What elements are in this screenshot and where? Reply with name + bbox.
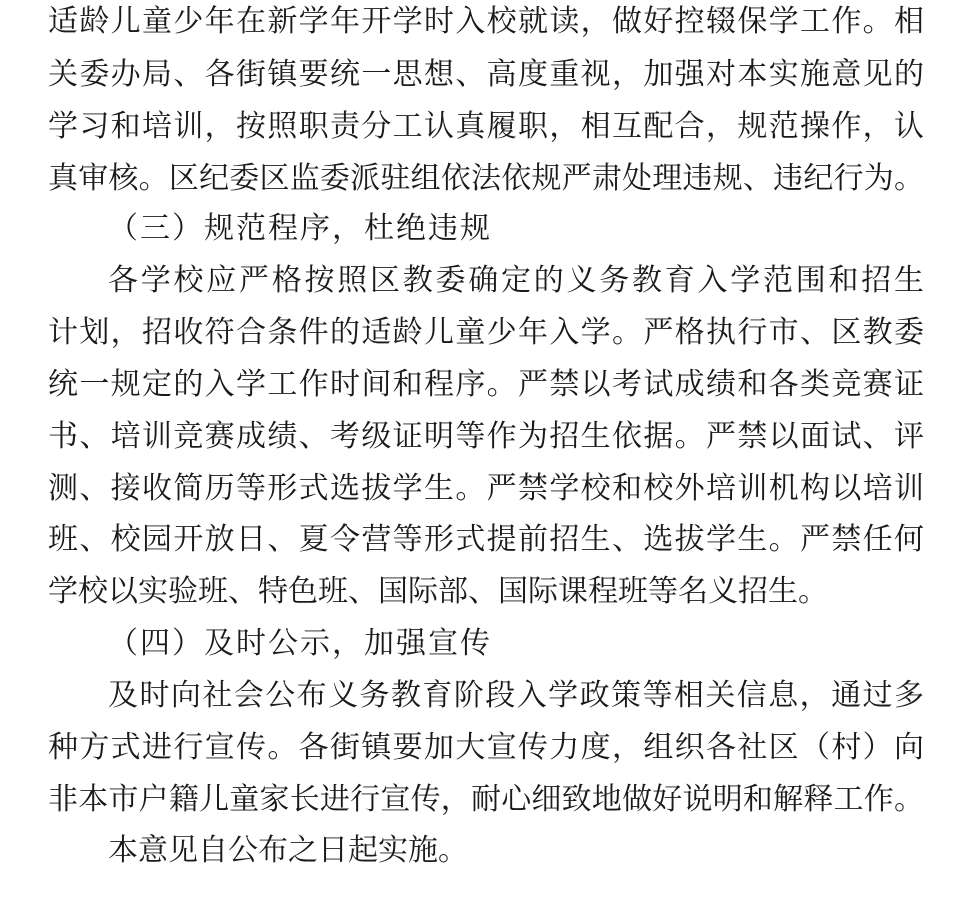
closing-line: 本意见自公布之日起实施。 (108, 833, 468, 868)
text-line: 关委办局、各街镇要统一思想、高度重视，加强对本实施意见的 (48, 57, 924, 92)
text-line: 各学校应严格按照区教委确定的义务教育入学范围和招生 (108, 263, 924, 298)
text-line: 班、校园开放日、夏令营等形式提前招生、选拔学生。严禁任何 (48, 522, 924, 557)
text-line: 学校以实验班、特色班、国际部、国际课程班等名义招生。 (48, 574, 828, 609)
text-line: 学习和培训，按照职责分工认真履职，相互配合，规范操作，认 (48, 109, 924, 144)
text-line: 非本市户籍儿童家长进行宣传，耐心细致地做好说明和解释工作。 (48, 782, 924, 817)
section-heading-4: （四）及时公示，加强宣传 (108, 626, 492, 661)
text-line: 书、培训竞赛成绩、考级证明等作为招生依据。严禁以面试、评 (48, 419, 924, 454)
text-line: 统一规定的入学工作时间和程序。严禁以考试成绩和各类竞赛证 (48, 367, 924, 402)
text-line: 测、接收简历等形式选拔学生。严禁学校和校外培训机构以培训 (48, 471, 924, 506)
text-line: 适龄儿童少年在新学年开学时入校就读，做好控辍保学工作。相 (48, 4, 924, 39)
text-line: 计划，招收符合条件的适龄儿童少年入学。严格执行市、区教委 (48, 315, 924, 350)
text-line: 真审核。区纪委区监委派驻组依法依规严肃处理违规、违纪行为。 (48, 161, 924, 196)
text-line: 种方式进行宣传。各街镇要加大宣传力度，组织各社区（村）向 (48, 730, 924, 765)
text-line: 及时向社会公布义务教育阶段入学政策等相关信息，通过多 (108, 678, 924, 713)
section-heading-3: （三）规范程序，杜绝违规 (108, 211, 492, 246)
